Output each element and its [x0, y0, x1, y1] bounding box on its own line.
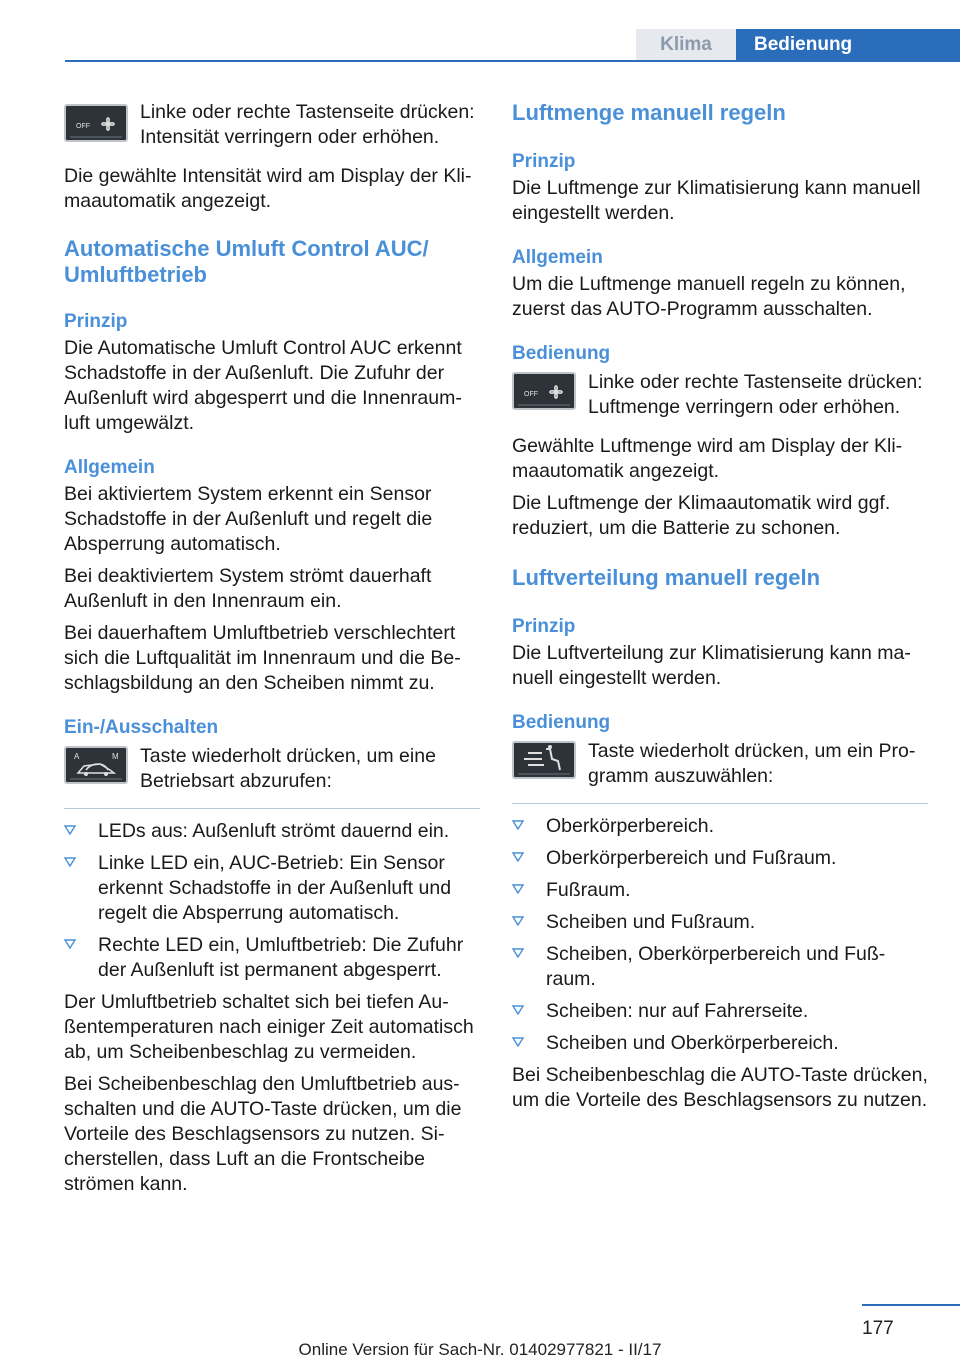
- triangle-down-icon: [512, 948, 524, 958]
- list-item: [64, 851, 480, 926]
- distribution-list: [512, 814, 928, 1056]
- list-item: [512, 999, 928, 1024]
- after-text: Bei Scheibenbeschlag die AUTO-Taste drücken, um die Vorteile des Beschlagsensors zu nutzen.: [512, 1064, 928, 1111]
- heading-luftmenge: Luftmenge manuell regeln: [512, 100, 786, 125]
- subheading-allgemein: Allgemein: [64, 457, 155, 478]
- list-item-text: Scheiben, Oberkörperbereich und Fußraum.: [546, 943, 886, 990]
- allgemein-paragraph-3: Bei dauerhaftem Umluftbetrieb verschlechtert sich die Luftqualität im Innenraum und die Beschlagsbildung an den Scheiben nimmt zu.: [64, 622, 461, 694]
- intro-text: Linke oder rechte Tastenseite drücken: Intensität verringern oder erhöhen.: [140, 101, 475, 148]
- triangle-down-icon: [512, 852, 524, 862]
- list-item-text: LEDs aus: Außenluft strömt dauernd ein.: [98, 820, 450, 842]
- bedienung2-text: Taste wiederholt drücken, um ein Programm auszuwählen:: [588, 740, 916, 787]
- batterie-paragraph: Die Luftmenge der Klimaautomatik wird ggf. reduziert, um die Batterie zu schonen.: [512, 492, 891, 539]
- svg-text:M: M: [112, 752, 119, 761]
- footer-rule: [862, 1304, 960, 1306]
- triangle-down-icon: [64, 857, 76, 867]
- intro-paragraph: Die gewählte Intensität wird am Display der Klimaautomatik angezeigt.: [64, 165, 472, 212]
- prinzip-text: Die Automatische Umluft Control AUC erkennt Schadstoffe in der Außenluft. Die Zufuhr der Außenluft wird abgesperrt und die Innenraumluft umgewälzt.: [64, 337, 462, 434]
- bedienung-text: Linke oder rechte Tastenseite drücken: Luftmenge verringern oder erhöhen.: [588, 371, 923, 418]
- list-item: [512, 910, 928, 935]
- subheading-prinzip: Prinzip: [64, 311, 128, 332]
- after-paragraph-2: Bei Scheibenbeschlag den Umluftbetrieb ausschalten und die AUTO-Taste drücken, um die Vorteile des Beschlagsensors zu nutzen. Sicherstellen, dass Luft an die Frontscheibe strömen kann.: [64, 1073, 462, 1195]
- svg-text:OFF: OFF: [76, 123, 90, 130]
- right-column: [512, 100, 928, 1113]
- tab-bedienung: Bedienung: [736, 29, 960, 61]
- list-item-text: Scheiben und Oberkörperbereich.: [546, 1032, 839, 1054]
- list-item: [512, 1031, 928, 1056]
- list-separator: [64, 808, 480, 809]
- prinzip-text: Die Luftmenge zur Klimatisierung kann manuell eingestellt werden.: [512, 177, 921, 224]
- triangle-down-icon: [64, 939, 76, 949]
- page-number: 177: [862, 1318, 894, 1339]
- fan-off-button-icon: [512, 372, 576, 410]
- allgemein-paragraph-2: Bei deaktiviertem System strömt dauerhaft Außenluft in den Innenraum ein.: [64, 565, 432, 612]
- tab-klima: Klima: [636, 29, 736, 61]
- list-item: [64, 819, 480, 844]
- allgemein-paragraph-1: Bei aktiviertem System erkennt ein Sensor Schadstoffe in der Außenluft und regelt die Absperrung automatisch.: [64, 483, 433, 555]
- triangle-down-icon: [512, 884, 524, 894]
- triangle-down-icon: [512, 916, 524, 926]
- subheading-prinzip-2: Prinzip: [512, 616, 576, 637]
- header-tabs: [636, 29, 960, 61]
- list-item-text: Linke LED ein, AUC-Betrieb: Ein Sensor erkennt Schadstoffe in der Außenluft und regelt die Absperrung automatisch.: [98, 852, 452, 924]
- svg-text:OFF: OFF: [524, 391, 538, 398]
- list-item-text: Fußraum.: [546, 879, 631, 901]
- heading-auc: Automatische Umluft Control AUC/ Umluftbetrieb: [64, 236, 429, 287]
- triangle-down-icon: [512, 820, 524, 830]
- list-item-text: Scheiben und Fußraum.: [546, 911, 756, 933]
- list-item-text: Oberkörperbereich.: [546, 815, 714, 837]
- online-version-footer: Online Version für Sach-Nr. 01402977821 - II/17: [298, 1340, 662, 1359]
- list-item: [512, 942, 928, 992]
- list-item-text: Oberkörperbereich und Fußraum.: [546, 847, 837, 869]
- display-paragraph: Gewählte Luftmenge wird am Display der Klimaautomatik angezeigt.: [512, 435, 903, 482]
- list-item-text: Rechte LED ein, Umluftbetrieb: Die Zufuhr der Außenluft ist permanent abgesperrt.: [98, 934, 464, 981]
- heading-luftverteilung: Luftverteilung manuell regeln: [512, 565, 821, 590]
- triangle-down-icon: [512, 1037, 524, 1047]
- list-item: [512, 878, 928, 903]
- subheading-bedienung-2: Bedienung: [512, 712, 611, 733]
- list-item: [64, 933, 480, 983]
- air-distribution-button-icon: [512, 741, 576, 779]
- list-separator: [512, 803, 928, 804]
- auc-mode-list: [64, 819, 480, 983]
- subheading-allgemein: Allgemein: [512, 247, 603, 268]
- list-item: [512, 814, 928, 839]
- ein-aus-text: Taste wiederholt drücken, um eine Betriebsart abzurufen:: [140, 745, 436, 792]
- allgemein-text: Um die Luftmenge manuell regeln zu können, zuerst das AUTO-Programm ausschalten.: [512, 273, 906, 320]
- air-recirculation-button-icon: [64, 746, 128, 784]
- fan-off-button-icon: [64, 104, 128, 142]
- triangle-down-icon: [512, 1005, 524, 1015]
- list-item: [512, 846, 928, 871]
- subheading-bedienung: Bedienung: [512, 343, 611, 364]
- subheading-ein-aus: Ein-/Ausschalten: [64, 717, 219, 738]
- header-rule: [65, 60, 960, 62]
- svg-text:A: A: [74, 752, 80, 761]
- left-column: [64, 100, 480, 1197]
- subheading-prinzip: Prinzip: [512, 151, 576, 172]
- list-item-text: Scheiben: nur auf Fahrerseite.: [546, 1000, 809, 1022]
- triangle-down-icon: [64, 825, 76, 835]
- prinzip2-text: Die Luftverteilung zur Klimatisierung kann manuell eingestellt werden.: [512, 642, 911, 689]
- after-paragraph-1: Der Umluftbetrieb schaltet sich bei tiefen Außentemperaturen nach einiger Zeit automatisch ab, um Scheibenbeschlag zu vermeiden.: [64, 991, 474, 1063]
